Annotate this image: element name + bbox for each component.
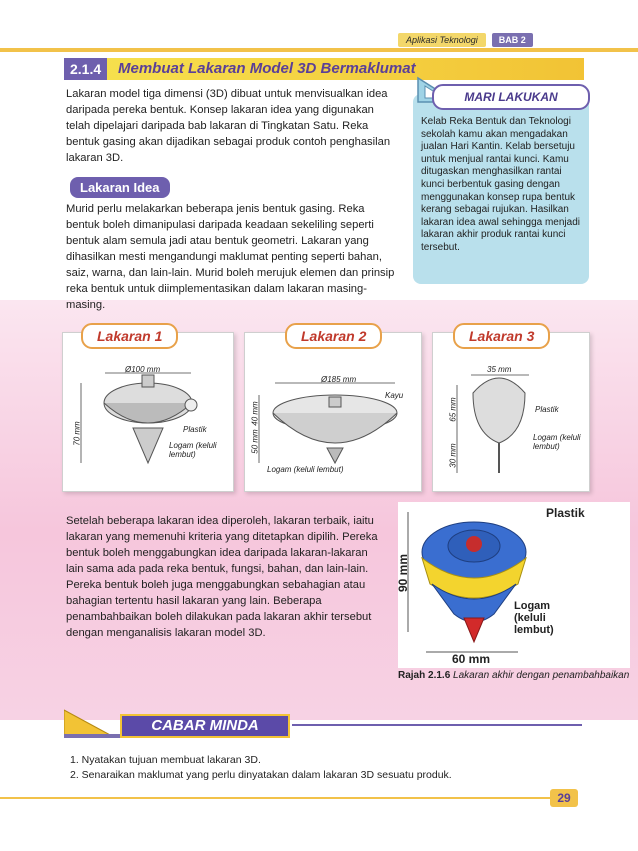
subheading-lakaran-idea: Lakaran Idea bbox=[70, 177, 170, 198]
sketch-title-2: Lakaran 2 bbox=[285, 323, 382, 349]
final-label-bottom: Logam (keluli lembut) bbox=[514, 600, 554, 636]
sketch-2-label-b: Logam (keluli lembut) bbox=[267, 465, 344, 474]
question-2: 2. Senaraikan maklumat yang perlu dinyatakan dalam lakaran 3D sesuatu produk. bbox=[70, 769, 452, 781]
body-paragraph-1: Murid perlu melakarkan beberapa jenis bentuk gasing. Reka bentuk boleh dimanipulasi daripada keadaan sekeliling seperti bentuk alam semula jadi atau bentuk geometri. Lakaran yang dihasilkan mesti mengandungi maklumat penting seperti bahan, saiz, warna, dan lain-lain. Murid boleh merujuk elemen dan prinsip reka bentuk untuk diimplementasikan dalam lakaran masing-masing. bbox=[66, 203, 395, 311]
final-dim-width: 60 mm bbox=[452, 652, 491, 666]
sketch-1-label-b: Logam (keluli lembut) bbox=[169, 441, 217, 459]
header-line bbox=[0, 48, 638, 52]
section-number: 2.1.4 bbox=[64, 58, 107, 80]
cabar-minda-line bbox=[292, 724, 582, 726]
sketch-3-label-b: Logam (keluli lembut) bbox=[533, 433, 581, 451]
sketch-2-dim-top: Ø185 mm bbox=[321, 375, 357, 384]
sketch-card-3 bbox=[432, 328, 590, 492]
question-list bbox=[70, 753, 452, 783]
sketch-1-dim-side: 70 mm bbox=[72, 421, 82, 446]
body-paragraph-2: Setelah beberapa lakaran idea diperoleh, lakaran terbaik, iaitu lakaran yang memenuhi kriteria yang ditetapkan dipilih. Pereka bentuk boleh menggabungkan idea daripada lakaran-lakaran lain sama ada pada reka bentuk, fungsi, bahan, dan lain-lain. Pereka bentuk boleh juga menggabungkan sebahagian atau bahagian tertentu hasil lakaran yang lain. Beberapa penambahbaikan boleh dilakukan pada lakaran akhir tersebut dengan menganalisis lakaran model 3D. bbox=[66, 515, 378, 639]
final-label-top: Plastik bbox=[546, 506, 585, 520]
sketch-2-dim-side-a: 50 mm bbox=[250, 429, 260, 454]
sketch-3-label-a: Plastik bbox=[535, 405, 559, 414]
sketch-2-dim-side-b: 40 mm bbox=[250, 401, 260, 426]
sketch-3-dim-top: 35 mm bbox=[487, 365, 512, 374]
sketch-title-3: Lakaran 3 bbox=[453, 323, 550, 349]
activity-heading: MARI LAKUKAN bbox=[432, 84, 590, 110]
sketch-1-drawing bbox=[63, 333, 233, 491]
sketch-3-dim-side-a: 65 mm bbox=[448, 397, 458, 422]
sketch-3-dim-side-b: 30 mm bbox=[448, 443, 458, 468]
final-spinning-top-image bbox=[398, 502, 630, 668]
figure-caption-text: Lakaran akhir dengan penambahbaikan bbox=[453, 670, 630, 681]
intro-paragraph: Lakaran model tiga dimensi (3D) dibuat untuk menvisualkan idea daripada pereka bentuk. Konsep lakaran idea yang digunakan telah dipelajari daripada bab lakaran di Tingkatan Satu. Reka bentuk gasing akan dijadikan sebagai produk contoh penghasilan lakaran 3D. bbox=[66, 88, 391, 164]
chapter-header bbox=[398, 32, 533, 48]
page-number: 29 bbox=[550, 789, 578, 807]
final-dim-height: 90 mm bbox=[396, 553, 411, 593]
activity-text: Kelab Reka Bentuk dan Teknologi sekolah kamu akan mengadakan jualan Hari Kantin. Kelab bersetuju untuk menjual rantai kunci. Kamu ditugaskan menghasilkan rantai kunci berbentuk gasing dengan menggunakan konsep rupa bentuk kerang sebagai rujukan. Hasilkan lakaran idea awal sehingga menjadi lakaran akhir produk rantai kunci tersebut. bbox=[421, 116, 580, 253]
figure-caption bbox=[398, 669, 629, 682]
sketch-1-dim-top: Ø100 mm bbox=[125, 365, 161, 374]
sketch-title-1: Lakaran 1 bbox=[81, 323, 178, 349]
figure-number: Rajah 2.1.6 bbox=[398, 670, 451, 681]
sketch-card-2 bbox=[244, 328, 422, 492]
page-footer-line bbox=[0, 797, 550, 799]
sketch-1-label-a: Plastik bbox=[183, 425, 207, 434]
header-bab-label: BAB 2 bbox=[492, 33, 533, 47]
sketch-2-label-a: Kayu bbox=[385, 391, 404, 400]
sketch-card-1 bbox=[62, 328, 234, 492]
question-1: 1. Nyatakan tujuan membuat lakaran 3D. bbox=[70, 754, 261, 766]
cabar-minda-title: CABAR MINDA bbox=[120, 714, 290, 738]
section-title: Membuat Lakaran Model 3D Bermaklumat bbox=[118, 60, 416, 77]
header-app-label: Aplikasi Teknologi bbox=[398, 33, 486, 47]
